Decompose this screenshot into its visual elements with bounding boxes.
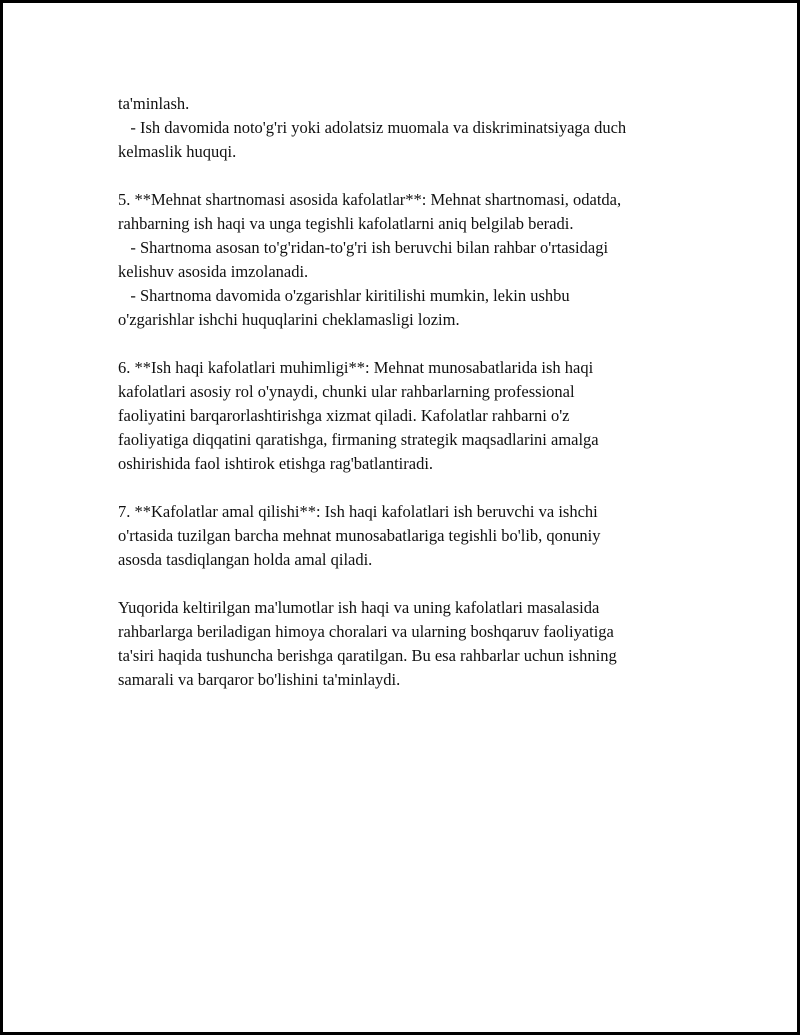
paragraph-item-6 <box>118 356 698 476</box>
text-line: ta'siri haqida tushuncha berishga qaratilgan. Bu esa rahbarlar uchun ishning <box>118 646 617 665</box>
text-line: 6. **Ish haqi kafolatlari muhimligi**: Mehnat munosabatlarida ish haqi <box>118 358 594 377</box>
paragraph-continuation <box>118 92 698 164</box>
text-line: rahbarlarga beriladigan himoya choralari va ularning boshqaruv faoliyatiga <box>118 622 614 641</box>
text-line: kelmaslik huquqi. <box>118 142 237 161</box>
text-line: kafolatlari asosiy rol o'ynaydi, chunki ular rahbarlarning professional <box>118 382 575 401</box>
text-line: rahbarning ish haqi va unga tegishli kafolatlarni aniq belgilab beradi. <box>118 214 574 233</box>
text-line: asosda tasdiqlangan holda amal qiladi. <box>118 550 373 569</box>
document-body <box>118 92 698 716</box>
text-line: 5. **Mehnat shartnomasi asosida kafolatlar**: Mehnat shartnomasi, odatda, <box>118 190 622 209</box>
text-line: o'rtasida tuzilgan barcha mehnat munosabatlariga tegishli bo'lib, qonuniy <box>118 526 601 545</box>
text-line: o'zgarishlar ishchi huquqlarini cheklamasligi lozim. <box>118 310 460 329</box>
text-line: faoliyatiga diqqatini qaratishga, firmaning strategik maqsadlarini amalga <box>118 430 599 449</box>
text-line: kelishuv asosida imzolanadi. <box>118 262 309 281</box>
text-line: samarali va barqaror bo'lishini ta'minlaydi. <box>118 670 401 689</box>
text-line: ta'minlash. <box>118 94 190 113</box>
paragraph-conclusion <box>118 596 698 692</box>
paragraph-item-7 <box>118 500 698 572</box>
text-line: Yuqorida keltirilgan ma'lumotlar ish haqi va uning kafolatlari masalasida <box>118 598 600 617</box>
text-line: faoliyatini barqarorlashtirishga xizmat qiladi. Kafolatlar rahbarni o'z <box>118 406 570 425</box>
text-line: - Shartnoma asosan to'g'ridan-to'g'ri ish beruvchi bilan rahbar o'rtasidagi <box>118 238 609 257</box>
text-line: oshirishida faol ishtirok etishga rag'batlantiradi. <box>118 454 434 473</box>
text-line: - Ish davomida noto'g'ri yoki adolatsiz muomala va diskriminatsiyaga duch <box>118 118 627 137</box>
text-line: - Shartnoma davomida o'zgarishlar kiritilishi mumkin, lekin ushbu <box>118 286 570 305</box>
text-line: 7. **Kafolatlar amal qilishi**: Ish haqi kafolatlari ish beruvchi va ishchi <box>118 502 598 521</box>
paragraph-item-5 <box>118 188 698 332</box>
